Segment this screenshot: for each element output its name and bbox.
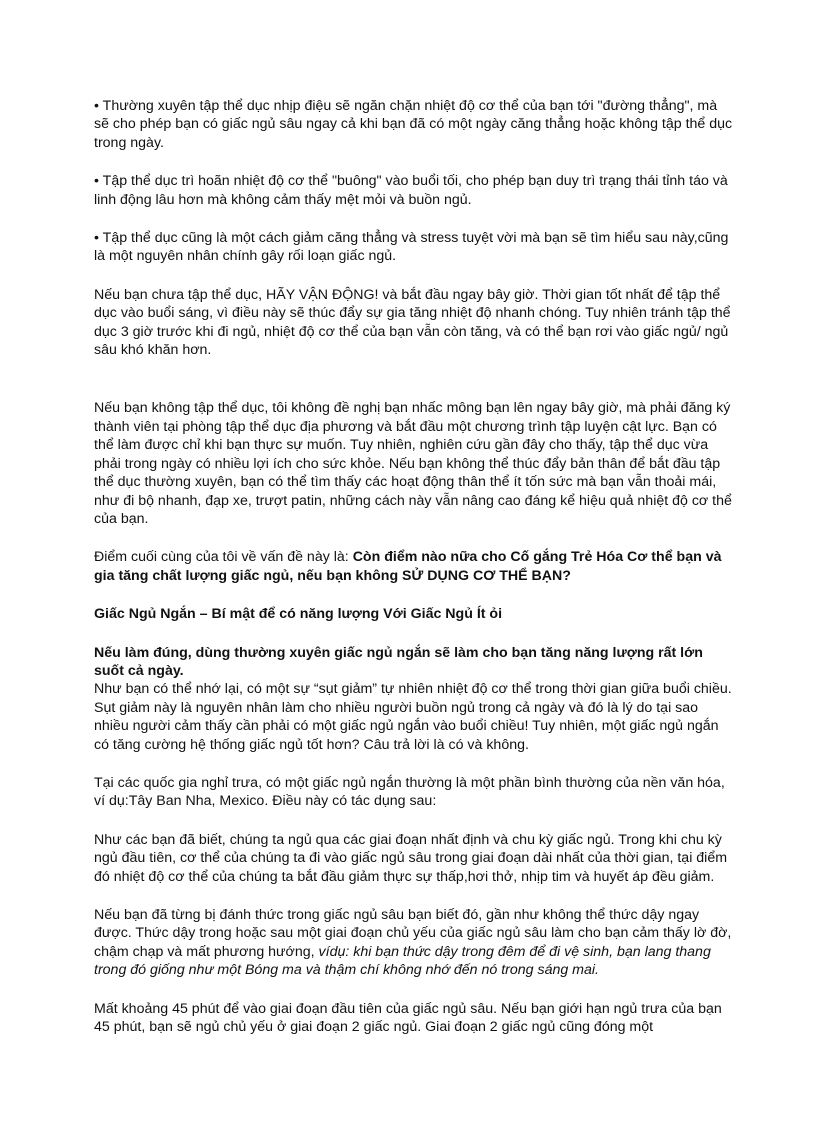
paragraph-45-minutes: Mất khoảng 45 phút để vào giai đoạn đầu tiên của giấc ngủ sâu. Nếu bạn giới hạn ngủ trưa của bạn 45 phút, bạn sẽ ngủ chủ yếu ở giai đoạn 2 giấc ngủ. Giai đoạn 2 giấc ngủ cũng đóng một — [94, 1000, 722, 1036]
section-heading: Giấc Ngủ Ngắn – Bí mật để có năng lượng Với Giấc Ngủ Ít ỏi — [94, 606, 503, 623]
paragraph-moderate-exercise: Nếu bạn không tập thể dục, tôi không đề nghị bạn nhấc mông bạn lên ngay bây giờ, mà phải đăng ký thành viên tại phòng tập thể dục địa phương và bắt đầu một chương trình tập luyện cật lực. Bạn có thể làm được chỉ khi bạn thực sự muốn. Tuy nhiên, nghiên cứu gần đây cho thấy, tập thể dục vừa phải trong ngày có nhiều lợi ích cho sức khỏe. Nếu bạn không thể thúc đẩy bản thân để bắt đầu tập thể dục thường xuyên, bạn có thể tìm thấy các hoạt động thân thể ít tốn sức mà bạn vẫn thoải mái, như đi bộ nhanh, đạp xe, trượt patin, những cách này vẫn nâng cao đáng kể hiệu quả nhiệt độ cơ thể của bạn. — [94, 400, 732, 527]
final-point-lead: Điểm cuối cùng của tôi về vấn đề này là: — [94, 549, 353, 566]
paragraph-deep-sleep-waking — [94, 906, 734, 980]
final-point-bold: Còn điểm nào nữa cho Cố gắng Trẻ Hóa Cơ thể bạn và gia tăng chất lượng giấc ngủ, nếu bạn không SỬ DỤNG CƠ THỂ BẠN? — [94, 549, 722, 584]
paragraph-final-point — [94, 548, 734, 585]
paragraph-exercise-advice: Nếu bạn chưa tập thể dục, HÃY VẬN ĐỘNG! và bắt đầu ngay bây giờ. Thời gian tốt nhất để tập thể dục vào buổi sáng, vì điều này sẽ thúc đẩy sự gia tăng nhiệt độ nhanh chóng. Tuy nhiên tránh tập thể dục 3 giờ trước khi đi ngủ, nhiệt độ cơ thể của bạn vẫn còn tăng, và có thể bạn rơi vào giấc ngủ/ ngủ sâu khó khăn hơn. — [94, 286, 731, 359]
section-lead-bold: Nếu làm đúng, dùng thường xuyên giấc ngủ ngắn sẽ làm cho bạn tăng năng lượng rất lớn suốt cả ngày. — [94, 644, 703, 679]
paragraph-bullet-1: • Thường xuyên tập thể dục nhịp điệu sẽ ngăn chặn nhiệt độ cơ thể của bạn tới "đường thẳng", mà sẽ cho phép bạn có giấc ngủ sâu ngay cả khi bạn đã có một ngày căng thẳng hoặc không tập thể dục trong ngày. — [94, 98, 733, 151]
paragraph-bullet-3: • Tập thể dục cũng là một cách giảm căng thẳng và stress tuyệt vời mà bạn sẽ tìm hiểu sau này,cũng là một nguyên nhân chính gây rối loạn giấc ngủ. — [94, 230, 729, 265]
deep-sleep-lead: Nếu bạn đã từng bị đánh thức trong giấc ngủ sâu bạn biết đó, gần như không thể thức dậy ngay được. Thức dậy trong hoặc sau một giai đoạn chủ yếu của giấc ngủ sâu làm cho bạn cảm thấy lờ đờ, chậm chạp và mất phương hướng, — [94, 907, 732, 960]
paragraph-afternoon-dip: Như bạn có thể nhớ lại, có một sự “sụt giảm” tự nhiên nhiệt độ cơ thể trong thời gian giữa buổi chiều. Sụt giảm này là nguyên nhân làm cho nhiều người buồn ngủ trong cả ngày và đó là lý do tại sao nhiều người cảm thấy cần phải có một giấc ngủ ngắn vào buổi chiều! Tuy nhiên, một giấc ngủ ngắn có tăng cường hệ thống giấc ngủ tốt hơn? Câu trả lời là có và không. — [94, 681, 732, 753]
paragraph-bullet-2: • Tập thể dục trì hoãn nhiệt độ cơ thể "buông" vào buổi tối, cho phép bạn duy trì trạng thái tỉnh táo và linh động lâu hơn mà không cảm thấy mệt mỏi và buồn ngủ. — [94, 173, 728, 208]
paragraph-sleep-cycles: Như các bạn đã biết, chúng ta ngủ qua các giai đoạn nhất định và chu kỳ giấc ngủ. Trong khi chu kỳ ngủ đầu tiên, cơ thể của chúng ta đi vào giấc ngủ sâu trong giai đoạn dài nhất của thời gian, tại điểm đó nhiệt độ cơ thể của chúng ta bắt đầu giảm thực sự thấp,hơi thở, nhịp tim và huyết áp đều giảm. — [94, 831, 728, 885]
deep-sleep-example-italic: vídụ: khi bạn thức dậy trong đêm để đi vệ sinh, bạn lang thang trong đó giống như một Bóng ma và thậm chí không nhớ đến nó trong sáng mai. — [94, 943, 711, 979]
document-body — [94, 97, 734, 1056]
paragraph-siesta-countries: Tại các quốc gia nghỉ trưa, có một giấc ngủ ngắn thường là một phần bình thường của nền văn hóa, ví dụ:Tây Ban Nha, Mexico. Điều này có tác dụng sau: — [94, 774, 725, 810]
